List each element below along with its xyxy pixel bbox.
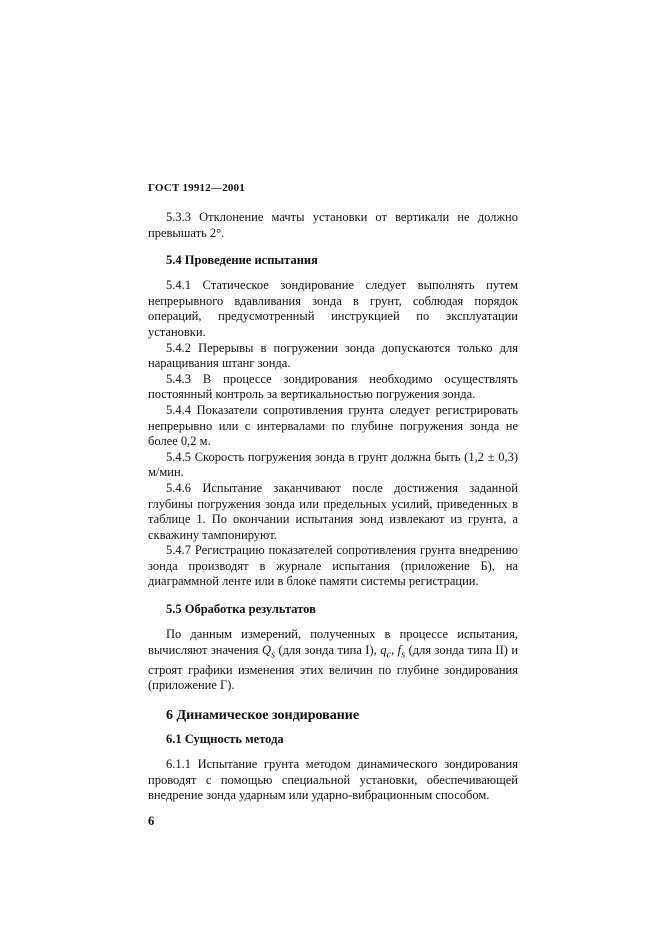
heading-5-4: 5.4 Проведение испытания (166, 253, 318, 268)
document-header: ГОСТ 19912—2001 (148, 182, 245, 194)
document-page (148, 182, 518, 829)
paragraph-6-1-1: 6.1.1 Испытание грунта методом динамического зондирования проводят с помощью специальной установки, обеспечивающей внедрение зонда ударным или ударно-вибрационным способом. (148, 756, 518, 803)
symbol-fs: $f_s$ (397, 642, 406, 661)
paragraph-5-5: По данным измерений, полученных в процессе испытания, вычисляют значения $Q_s$ (для зонда типа I), $q_c$, $f_s$ (для зонда типа II) и строят графики изменения этих величин по глубине зондирования (приложение Г). (148, 627, 519, 693)
paragraph-5-4-2: 5.4.2 Перерывы в погружении зонда допускаются только для наращивания штанг зонда. (148, 340, 518, 371)
paragraph-5-4-4: 5.4.4 Показатели сопротивления грунта следует регистрировать непрерывно или с интервалами по глубине погружения зонда не более 0,2 м. (148, 402, 518, 449)
paragraph-5-5-part-b: (для зонда типа I), (278, 642, 377, 657)
paragraph-5-5-part-c: (для зонда типа II) и строят графики изменения этих величин по глубине зондирования (приложение Г). (148, 642, 519, 693)
symbol-qs: $Q_s$ (261, 642, 276, 661)
paragraph-5-3-3: 5.3.3 Отклонение мачты установки от вертикали не должно превышать 2°. (148, 210, 518, 240)
heading-6: 6 Динамическое зондирование (166, 707, 360, 723)
page-number: 6 (148, 813, 155, 828)
paragraph-5-5-part-a: По данным измерений, полученных в процессе испытания, вычисляют значения (148, 627, 518, 657)
paragraph-5-4-5: 5.4.5 Скорость погружения зонда в грунт должна быть (1,2 ± 0,3) м/мин. (148, 449, 518, 480)
paragraph-5-4-3: 5.4.3 В процессе зондирования необходимо осуществлять постоянный контроль за вертикальностью погружения зонда. (148, 371, 518, 402)
symbol-qc: $q_c$ (380, 642, 392, 661)
paragraph-5-4-6: 5.4.6 Испытание заканчивают после достижения заданной глубины погружения зонда или предельных усилий, приведенных в таблице 1. По окончании испытания зонд извлекают из грунта, а скважину тампонируют. (148, 480, 518, 542)
paragraph-5-4-1: 5.4.1 Статическое зондирование следует выполнять путем непрерывного вдавливания зонда в грунт, соблюдая порядок операций, предусмотренный инструкцией по эксплуатации установки. (148, 278, 518, 339)
heading-5-5: 5.5 Обработка результатов (166, 602, 316, 617)
heading-6-1: 6.1 Сущность метода (166, 731, 284, 746)
paragraph-5-4-7: 5.4.7 Регистрацию показателей сопротивления грунта внедрению зонда производят в журнале испытания (приложение Б), на диаграммной ленте или в блоке памяти системы регистрации. (148, 543, 518, 589)
